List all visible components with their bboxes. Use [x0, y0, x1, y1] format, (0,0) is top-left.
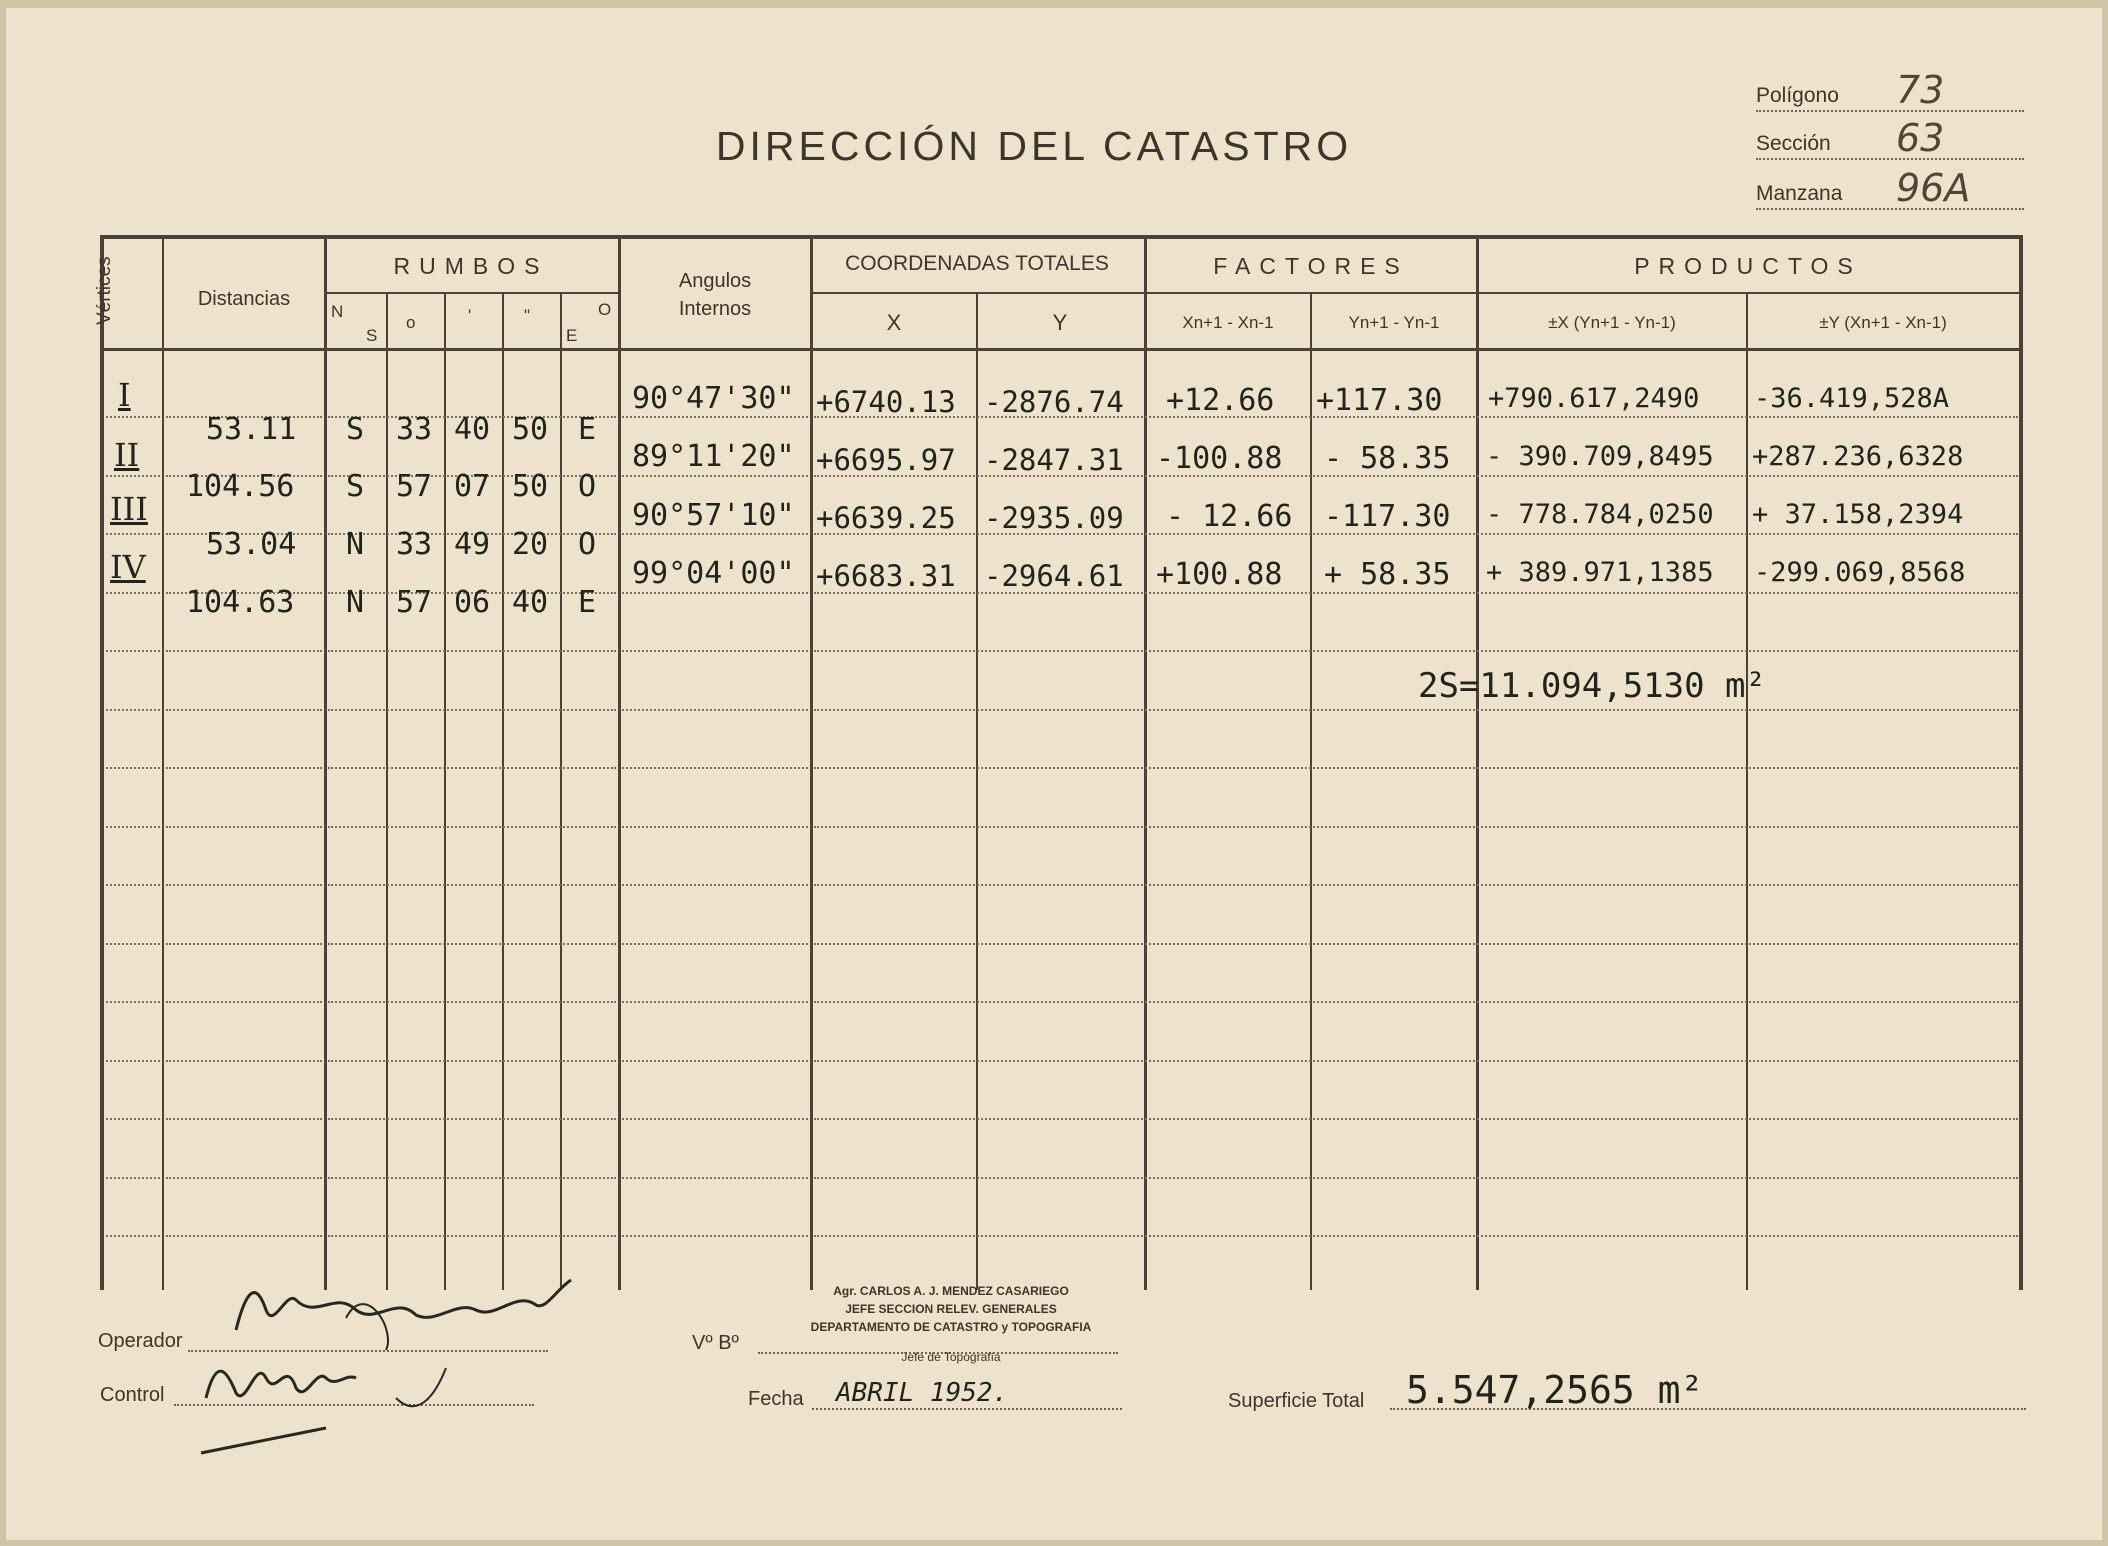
seccion-field [1756, 118, 2024, 160]
ruled-line [328, 943, 616, 945]
divider [976, 294, 978, 1290]
divider [560, 294, 562, 1290]
ruled-line [328, 709, 616, 711]
ruled-line [814, 1118, 2018, 1120]
rumbos-n-label: N [331, 302, 344, 321]
factor-x-header: Xn+1 - Xn-1 [1182, 313, 1274, 332]
page-title: DIRECCIÓN DEL CATASTRO [715, 123, 1353, 169]
vertex-label: II [114, 436, 140, 474]
ruled-line [328, 826, 616, 828]
vertices-header: Vértices [94, 256, 115, 325]
factor-y-header: Yn+1 - Yn-1 [1348, 313, 1440, 332]
coord-x-cell: +6639.25 [816, 501, 956, 535]
distance-cell: 53.11 [206, 412, 297, 447]
factor-x-cell: +100.88 [1156, 557, 1283, 592]
bearing-min-cell: 07 [454, 469, 491, 504]
ruled-line [106, 826, 160, 828]
ruled-line [328, 1001, 616, 1003]
vertex-label: III [110, 490, 148, 528]
angulo-cell: 99°04'00" [632, 556, 795, 591]
cadastral-form-sheet [6, 8, 2102, 1540]
seconds-label: " [524, 306, 531, 325]
header-bottom-line [100, 348, 2019, 351]
coord-y-cell: -2935.09 [984, 501, 1124, 535]
product-y-cell: +287.236,6328 [1752, 441, 1964, 472]
bearing-min-cell: 49 [454, 527, 491, 562]
manzana-label: Manzana [1756, 182, 1843, 205]
factor-y-cell: - 58.35 [1324, 441, 1451, 476]
bearing-deg-cell: 33 [396, 527, 433, 562]
ruled-line [166, 1118, 322, 1120]
minutes-label: ' [468, 306, 472, 325]
bearing-eo-cell: E [578, 585, 597, 620]
fecha-label: Fecha [748, 1388, 804, 1410]
ruled-line [622, 533, 808, 535]
ruled-line [814, 1235, 2018, 1237]
official-stamp [786, 1282, 1116, 1366]
coord-y-cell: -2847.31 [984, 443, 1124, 477]
factor-x-cell: - 12.66 [1166, 499, 1293, 534]
factor-y-cell: + 58.35 [1324, 557, 1451, 592]
ruled-line [622, 475, 808, 477]
degrees-label: o [406, 313, 416, 332]
ruled-line [814, 767, 2018, 769]
vertex-label: I [118, 376, 131, 414]
bearing-deg-cell: 57 [396, 469, 433, 504]
ruled-line [814, 650, 2018, 652]
rumbos-s-label: S [366, 326, 378, 345]
coord-y-cell: -2964.61 [984, 559, 1124, 593]
factor-y-cell: +117.30 [1316, 383, 1443, 418]
product-y-cell: + 37.158,2394 [1752, 499, 1964, 530]
divider [1310, 294, 1312, 1290]
distance-cell: 104.56 [186, 469, 295, 504]
ruled-line [328, 1118, 616, 1120]
bearing-sec-cell: 50 [512, 469, 549, 504]
divider [324, 235, 327, 1290]
bearing-deg-cell: 33 [396, 412, 433, 447]
distance-cell: 53.04 [206, 527, 297, 562]
ruled-line [166, 826, 322, 828]
factores-header: FACTORES [1213, 253, 1409, 279]
superficie-value: 5.547,2565 m² [1406, 1368, 1704, 1412]
ruled-line [166, 1177, 322, 1179]
ruled-line [814, 826, 2018, 828]
coord-x-cell: +6695.97 [816, 443, 956, 477]
poligono-value: 73 [1896, 68, 1945, 112]
product-x-cell: - 778.784,0250 [1486, 499, 1714, 530]
divider [444, 294, 446, 1290]
ruled-line [166, 709, 322, 711]
stamp-line: Jefe de Topografía [901, 1350, 1001, 1364]
manzana-value: 96A [1896, 166, 1971, 210]
divider [618, 235, 621, 1290]
ruled-line [106, 1060, 160, 1062]
ruled-line [622, 650, 808, 652]
ruled-line [166, 943, 322, 945]
ruled-line [106, 1118, 160, 1120]
ruled-line [328, 1177, 616, 1179]
ruled-line [106, 709, 160, 711]
ruled-line [328, 650, 616, 652]
vertex-label: IV [110, 548, 146, 586]
seccion-label: Sección [1756, 132, 1831, 155]
bearing-eo-cell: O [578, 469, 597, 504]
ruled-line [622, 884, 808, 886]
ruled-line [166, 650, 322, 652]
divider [810, 235, 813, 1290]
manzana-field [1756, 168, 2024, 210]
ruled-line [106, 650, 160, 652]
factor-y-cell: -117.30 [1324, 499, 1451, 534]
ruled-line [622, 1060, 808, 1062]
ruled-line [106, 767, 160, 769]
ruled-line [622, 592, 808, 594]
ruled-line [106, 1001, 160, 1003]
internos-header: Internos [678, 298, 752, 320]
coord-x-cell: +6740.13 [816, 385, 956, 419]
distancias-header: Distancias [197, 288, 291, 310]
ruled-line [166, 767, 322, 769]
control-signature [196, 1348, 496, 1458]
ruled-line [814, 1001, 2018, 1003]
bearing-ns-cell: S [346, 412, 365, 447]
bearing-sec-cell: 20 [512, 527, 549, 562]
bearing-sec-cell: 40 [512, 585, 549, 620]
ruled-line [814, 943, 2018, 945]
operador-label: Operador [98, 1330, 183, 1352]
product-y-cell: -36.419,528A [1754, 383, 1950, 414]
divider [810, 292, 2019, 294]
ruled-line [106, 416, 160, 418]
bearing-min-cell: 40 [454, 412, 491, 447]
superficie-label: Superficie Total [1228, 1390, 1365, 1412]
ruled-line [106, 1235, 160, 1237]
product-x-cell: - 390.709,8495 [1486, 441, 1714, 472]
ruled-line [106, 1177, 160, 1179]
poligono-field [1756, 70, 2024, 112]
bearing-eo-cell: E [578, 412, 597, 447]
ruled-line [166, 884, 322, 886]
distance-cell: 104.63 [186, 585, 295, 620]
ruled-line [622, 767, 808, 769]
ruled-line [166, 1235, 322, 1237]
stamp-line: DEPARTAMENTO DE CATASTRO y TOPOGRAFIA [810, 1320, 1092, 1334]
angulo-cell: 90°57'10" [632, 498, 795, 533]
bearing-eo-cell: O [578, 527, 597, 562]
divider [162, 235, 164, 1290]
coordenadas-header: COORDENADAS TOTALES [845, 252, 1109, 275]
producto-y-header: ±Y (Xn+1 - Xn-1) [1819, 313, 1947, 332]
ruled-line [106, 475, 160, 477]
fecha-line [812, 1408, 1122, 1410]
ruled-line [622, 709, 808, 711]
product-y-cell: -299.069,8568 [1754, 557, 1966, 588]
ruled-line [106, 884, 160, 886]
coord-x-cell: +6683.31 [816, 559, 956, 593]
ruled-line [106, 533, 160, 535]
factor-x-cell: -100.88 [1156, 441, 1283, 476]
bearing-deg-cell: 57 [396, 585, 433, 620]
control-label: Control [100, 1384, 165, 1406]
coord-y-cell: -2876.74 [984, 385, 1124, 419]
bearing-ns-cell: N [346, 585, 365, 620]
stamp-line: Agr. CARLOS A. J. MENDEZ CASARIEGO [833, 1284, 1069, 1298]
ruled-line [622, 416, 808, 418]
divider [324, 292, 618, 294]
product-x-cell: +790.617,2490 [1488, 383, 1700, 414]
y-header: Y [1052, 310, 1068, 335]
seccion-value: 63 [1896, 116, 1945, 160]
rumbos-o-label: O [598, 300, 612, 319]
bearing-sec-cell: 50 [512, 412, 549, 447]
ruled-line [106, 943, 160, 945]
ruled-line [622, 1001, 808, 1003]
ruled-line [622, 1235, 808, 1237]
ruled-line [622, 943, 808, 945]
ruled-line [328, 767, 616, 769]
angulos-header: Angulos [678, 270, 752, 292]
divider [1746, 294, 1748, 1290]
ruled-line [328, 884, 616, 886]
ruled-line [814, 709, 2018, 711]
ruled-line [106, 592, 160, 594]
visto-bueno-label: Vº Bº [692, 1332, 739, 1354]
product-x-cell: + 389.971,1385 [1486, 557, 1714, 588]
divider [1476, 235, 1479, 1290]
rumbos-header: RUMBOS [393, 253, 549, 279]
producto-x-header: ±X (Yn+1 - Yn-1) [1548, 313, 1676, 332]
ruled-line [622, 1118, 808, 1120]
double-area-sum: 2S=11.094,5130 m² [1418, 666, 1766, 706]
productos-header: PRODUCTOS [1634, 253, 1862, 279]
ruled-line [166, 1001, 322, 1003]
divider [1144, 235, 1147, 1290]
ruled-line [622, 1177, 808, 1179]
rumbos-e-label: E [566, 326, 578, 345]
stamp-line: JEFE SECCION RELEV. GENERALES [845, 1302, 1057, 1316]
factor-x-cell: +12.66 [1166, 383, 1275, 418]
ruled-line [814, 884, 2018, 886]
ruled-line [814, 1060, 2018, 1062]
bearing-ns-cell: N [346, 527, 365, 562]
x-header: X [886, 310, 902, 335]
angulo-cell: 89°11'20" [632, 439, 795, 474]
poligono-label: Polígono [1756, 84, 1839, 107]
divider [502, 294, 504, 1290]
divider [386, 294, 388, 1290]
ruled-line [622, 826, 808, 828]
ruled-line [166, 1060, 322, 1062]
bearing-ns-cell: S [346, 469, 365, 504]
ruled-line [328, 1235, 616, 1237]
bearing-min-cell: 06 [454, 585, 491, 620]
angulo-cell: 90°47'30" [632, 381, 795, 416]
ruled-line [328, 1060, 616, 1062]
ruled-line [814, 1177, 2018, 1179]
fecha-value: ABRIL 1952. [836, 1378, 1009, 1408]
